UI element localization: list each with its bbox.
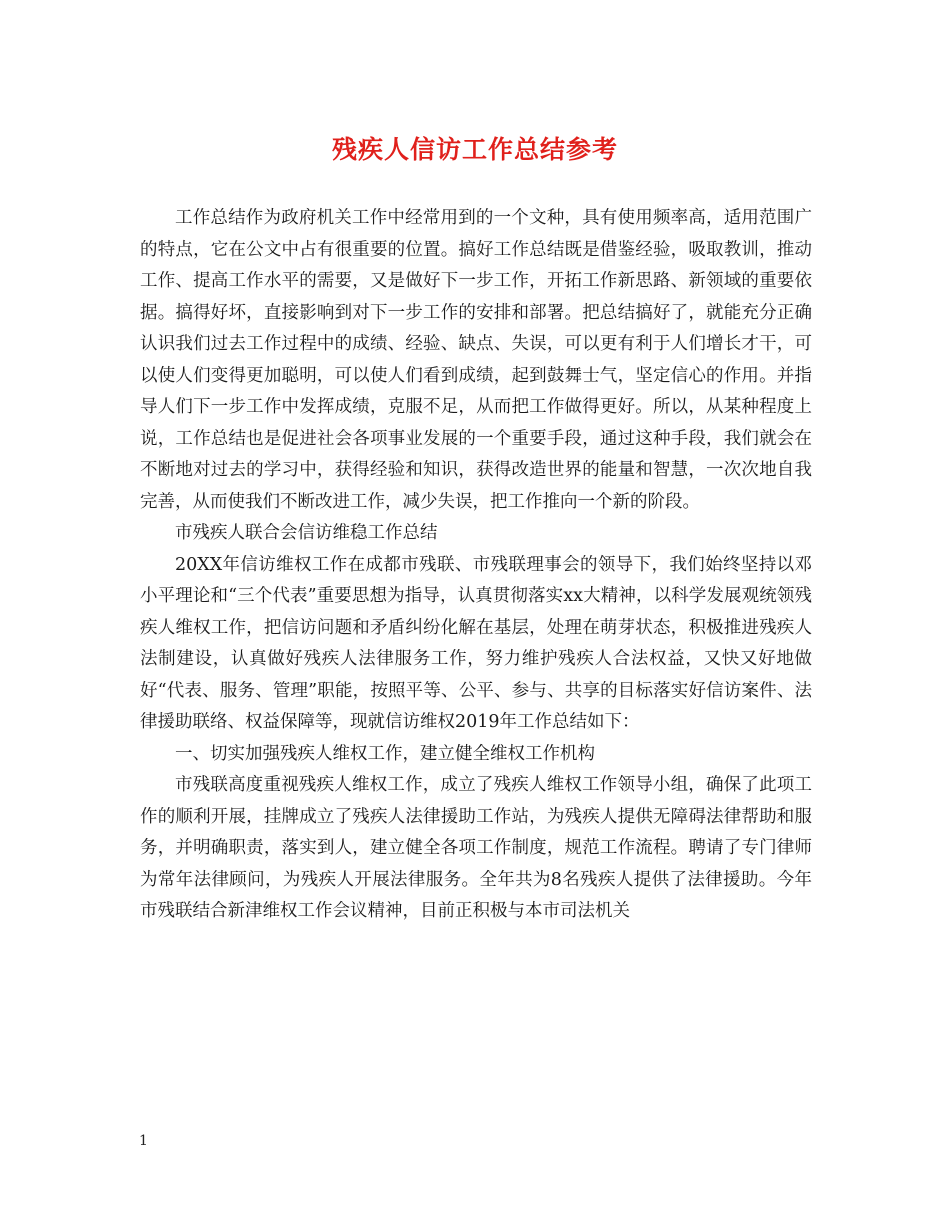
page-number: 1 xyxy=(139,1133,148,1149)
document-title: 残疾人信访工作总结参考 xyxy=(331,135,618,164)
paragraph-section-heading: 市残疾人联合会信访维稳工作总结 xyxy=(175,523,438,543)
paragraph-intro: 工作总结作为政府机关工作中经常用到的一个文种，具有使用频率高，适用范围广的特点，它在公文中占有很重要的位置。搞好工作总结既是借鉴经验，吸取教训，推动工作、提高工作水平的需要，又是做好下一步工作，开拓工作新思路、新领域的重要依据。搞得好坏，直接影响到对下一步工作的安排和部署。把总结搞好了，就能充分正确认识我们过去工作过程中的成绩、经验、缺点、失误，可以更有利于人们增长才干，可以使人们变得更加聪明，可以使人们看到成绩，起到鼓舞士气，坚定信心的作用。并指导人们下一步工作中发挥成绩，克服不足，从而把工作做得更好。所以，从某种程度上说，工作总结也是促进社会各项事业发展的一个重要手段，通过这种手段，我们就会在不断地对过去的学习中，获得经验和知识，获得改造世界的能量和智慧，一次次地自我完善，从而使我们不断改进工作，减少失误，把工作推向一个新的阶段。 xyxy=(140,208,812,512)
document-body xyxy=(140,203,812,928)
paragraph-details-1: 市残联高度重视残疾人维权工作，成立了残疾人维权工作领导小组，确保了此项工作的顺利开展，挂牌成立了残疾人法律援助工作站，为残疾人提供无障碍法律帮助和服务，并明确职责，落实到人，建立健全各项工作制度，规范工作流程。聘请了专门律师为常年法律顾问，为残疾人开展法律服务。全年共为8名残疾人提供了法律援助。今年市残联结合新津维权工作会议精神，目前正积极与本市司法机关 xyxy=(140,775,812,921)
paragraph-subheading-1: 一、切实加强残疾人维权工作，建立健全维权工作机构 xyxy=(175,743,595,764)
paragraph-overview: 20XX年信访维权工作在成都市残联、市残联理事会的领导下，我们始终坚持以邓小平理论和“三个代表”重要思想为指导，认真贯彻落实xx大精神，以科学发展观统领残疾人维权工作，把信访问题和矛盾纠纷化解在基层，处理在萌芽状态，积极推进残疾人法制建设，认真做好残疾人法律服务工作，努力维护残疾人合法权益，又快又好地做好“代表、服务、管理”职能，按照平等、公平、参与、共享的目标落实好信访案件、法律援助联络、权益保障等，现就信访维权2019年工作总结如下： xyxy=(140,554,812,732)
